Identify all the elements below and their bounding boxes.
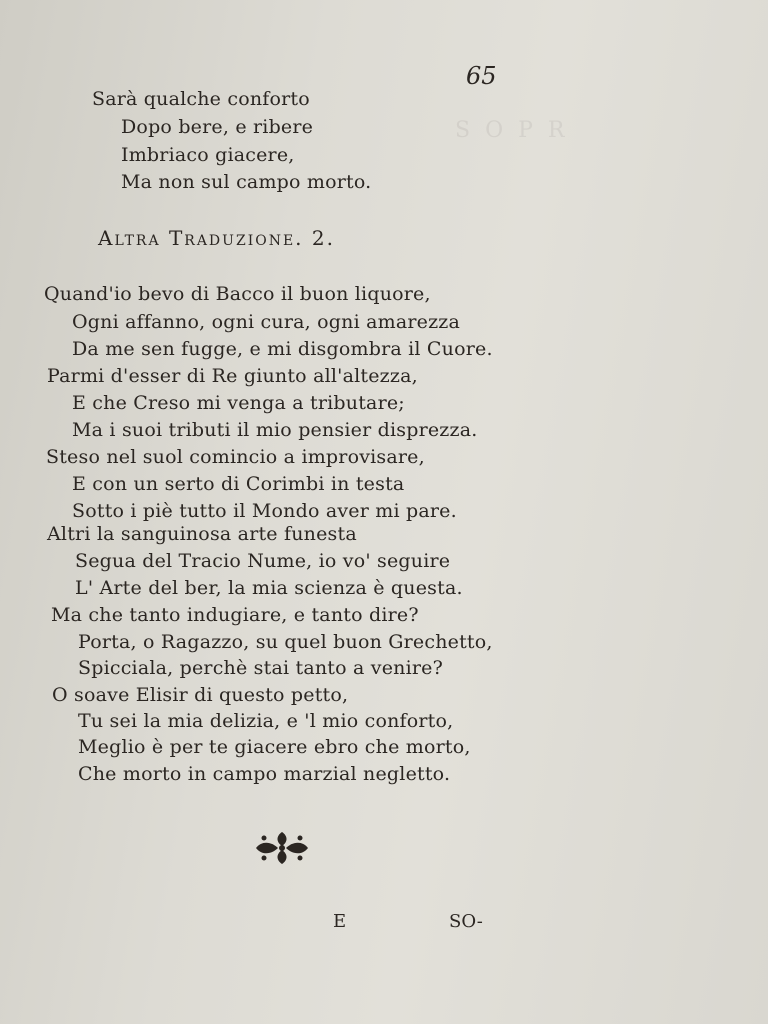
verse-line: Porta, o Ragazzo, su quel buon Grechetto, xyxy=(78,631,493,653)
bleed-through-text: S O P R xyxy=(455,118,569,143)
verse-line: Segua del Tracio Nume, io vo' seguire xyxy=(75,550,451,572)
verse-line: Altri la sanguinosa arte funesta xyxy=(47,523,357,545)
verse-line: Steso nel suol comincio a improvisare, xyxy=(46,446,425,468)
verse-line: Ogni affanno, ogni cura, ogni amarezza xyxy=(72,311,461,333)
verse-line: E che Creso mi venga a tributare; xyxy=(72,392,405,414)
verse-line: Quand'io bevo di Bacco il buon liquore, xyxy=(44,283,431,305)
verse-line: Ma non sul campo morto. xyxy=(121,171,372,193)
verse-line: Spicciala, perchè stai tanto a venire? xyxy=(78,657,443,679)
verse-line: Da me sen fugge, e mi disgombra il Cuore. xyxy=(72,338,493,360)
verse-line: O soave Elisir di questo petto, xyxy=(52,684,349,706)
verse-line: E con un serto di Corimbi in testa xyxy=(72,473,405,495)
verse-line: Che morto in campo marzial negletto. xyxy=(78,763,451,785)
section-heading: Altra Traduzione. 2. xyxy=(98,226,335,250)
verse-line: Parmi d'esser di Re giunto all'altezza, xyxy=(47,365,418,387)
catchword: SO- xyxy=(449,911,483,932)
verse-line: Tu sei la mia delizia, e 'l mio conforto, xyxy=(78,710,454,732)
verse-line: Sarà qualche conforto xyxy=(92,88,310,110)
verse-line: Ma i suoi tributi il mio pensier disprezza. xyxy=(72,419,478,441)
verse-line: Imbriaco giacere, xyxy=(121,144,295,166)
verse-line: Dopo bere, e ribere xyxy=(121,116,314,138)
fleuron-icon xyxy=(252,828,312,868)
verse-line: Meglio è per te giacere ebro che morto, xyxy=(78,736,471,758)
page-number: 65 xyxy=(466,62,497,90)
signature-mark: E xyxy=(333,911,347,932)
verse-line: Sotto i piè tutto il Mondo aver mi pare. xyxy=(72,500,457,522)
verse-line: Ma che tanto indugiare, e tanto dire? xyxy=(51,604,419,626)
verse-line: L' Arte del ber, la mia scienza è questa. xyxy=(75,577,463,599)
